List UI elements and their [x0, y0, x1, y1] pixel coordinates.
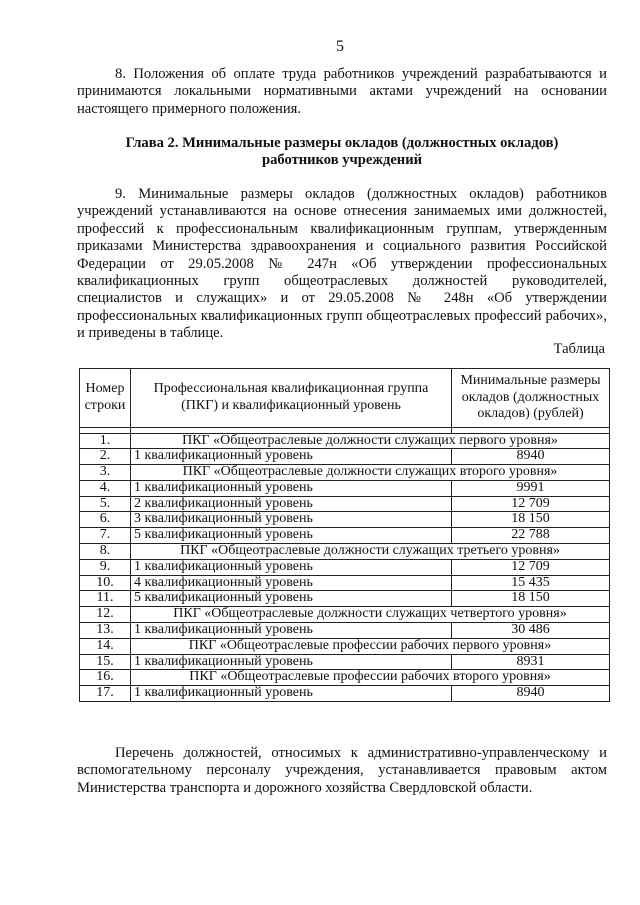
- qualification-level-cell: 1 квалификационный уровень: [131, 449, 452, 465]
- table-body: [80, 427, 610, 702]
- paragraph-final: Перечень должностей, относимых к административно-управленческому и вспомогательному персоналу учреждения, устанавливается правовым актом Министерства транспорта и дорожного хозяйства Свердловской области.: [77, 745, 607, 796]
- paragraph-9: 9. Минимальные размеры окладов (должностных окладов) работников учреждений устанавливаются на основе отнесения занимаемых ими должностей, профессий к профессиональным квалификационным группам, утвержденным приказами Министерства здравоохранения и социального развития Российской Федерации от 29.05.2008 № 247н «Об утверждении профессиональных квалификационных групп общеотраслевых должностей руководителей, специалистов и служащих» и от 29.05.2008 № 248н «Об утверждении профессиональных квалификационных групп общеотраслевых профессий рабочих», и приведены в таблице.: [77, 186, 607, 342]
- salary-cell: 30 486: [452, 623, 610, 639]
- group-heading-cell: ПКГ «Общеотраслевые должности служащих четвертого уровня»: [131, 607, 610, 623]
- row-number-cell: 4.: [80, 480, 131, 496]
- table-header-row: [80, 369, 610, 428]
- qualification-level-cell: 1 квалификационный уровень: [131, 654, 452, 670]
- group-heading-cell: ПКГ «Общеотраслевые профессии рабочих первого уровня»: [131, 638, 610, 654]
- group-heading-cell: ПКГ «Общеотраслевые должности служащих второго уровня»: [131, 465, 610, 481]
- row-number-cell: 15.: [80, 654, 131, 670]
- header-row-number: Номер строки: [80, 369, 131, 428]
- qualification-level-cell: 1 квалификационный уровень: [131, 623, 452, 639]
- table-row: [80, 480, 610, 496]
- salary-cell: 8931: [452, 654, 610, 670]
- table-row: [80, 465, 610, 481]
- group-heading-cell: ПКГ «Общеотраслевые профессии рабочих второго уровня»: [131, 670, 610, 686]
- chapter-heading-line-1: Глава 2. Минимальные размеры окладов (должностных окладов): [125, 135, 559, 151]
- salary-cell: 9991: [452, 480, 610, 496]
- table-row: [80, 496, 610, 512]
- table-row: [80, 670, 610, 686]
- header-salary: Минимальные размеры окладов (должностных окладов) (рублей): [452, 369, 610, 428]
- salary-cell: 18 150: [452, 591, 610, 607]
- table-row: [80, 449, 610, 465]
- row-number-cell: 6.: [80, 512, 131, 528]
- qualification-level-cell: 5 квалификационный уровень: [131, 591, 452, 607]
- qualification-level-cell: 1 квалификационный уровень: [131, 559, 452, 575]
- table-caption: Таблица: [553, 341, 605, 357]
- salary-cell: 15 435: [452, 575, 610, 591]
- table-row: [80, 544, 610, 560]
- qualification-level-cell: 1 квалификационный уровень: [131, 686, 452, 702]
- table-row: [80, 512, 610, 528]
- table-row: [80, 591, 610, 607]
- table-row: [80, 607, 610, 623]
- row-number-cell: 8.: [80, 544, 131, 560]
- table-row: [80, 638, 610, 654]
- row-number-cell: 17.: [80, 686, 131, 702]
- salary-table: [79, 368, 610, 702]
- row-number-cell: 10.: [80, 575, 131, 591]
- row-number-cell: 3.: [80, 465, 131, 481]
- salary-cell: 18 150: [452, 512, 610, 528]
- header-group: Профессиональная квалификационная группа (ПКГ) и квалификационный уровень: [131, 369, 452, 428]
- row-number-cell: 11.: [80, 591, 131, 607]
- salary-cell: 8940: [452, 449, 610, 465]
- row-number-cell: 5.: [80, 496, 131, 512]
- paragraph-8: 8. Положения об оплате труда работников учреждений разрабатываются и принимаются локальными нормативными актами учреждений на основании настоящего примерного положения.: [77, 66, 607, 117]
- table-row: [80, 575, 610, 591]
- row-number-cell: 12.: [80, 607, 131, 623]
- row-number-cell: 16.: [80, 670, 131, 686]
- qualification-level-cell: 1 квалификационный уровень: [131, 480, 452, 496]
- row-number-cell: 13.: [80, 623, 131, 639]
- salary-cell: 8940: [452, 686, 610, 702]
- table-row: [80, 528, 610, 544]
- chapter-heading-line-2: работников учреждений: [261, 152, 423, 169]
- salary-cell: 12 709: [452, 559, 610, 575]
- group-heading-cell: ПКГ «Общеотраслевые должности служащих третьего уровня»: [131, 544, 610, 560]
- table-row: [80, 686, 610, 702]
- table-row: [80, 623, 610, 639]
- salary-cell: 22 788: [452, 528, 610, 544]
- qualification-level-cell: 5 квалификационный уровень: [131, 528, 452, 544]
- row-number-cell: 2.: [80, 449, 131, 465]
- table-row: [80, 433, 610, 449]
- salary-cell: 12 709: [452, 496, 610, 512]
- qualification-level-cell: 3 квалификационный уровень: [131, 512, 452, 528]
- chapter-heading: [77, 135, 607, 170]
- page-number: 5: [336, 38, 344, 55]
- group-heading-cell: ПКГ «Общеотраслевые должности служащих первого уровня»: [131, 433, 610, 449]
- table-row: [80, 559, 610, 575]
- row-number-cell: 1.: [80, 433, 131, 449]
- row-number-cell: 7.: [80, 528, 131, 544]
- qualification-level-cell: 2 квалификационный уровень: [131, 496, 452, 512]
- row-number-cell: 14.: [80, 638, 131, 654]
- table-row: [80, 654, 610, 670]
- row-number-cell: 9.: [80, 559, 131, 575]
- qualification-level-cell: 4 квалификационный уровень: [131, 575, 452, 591]
